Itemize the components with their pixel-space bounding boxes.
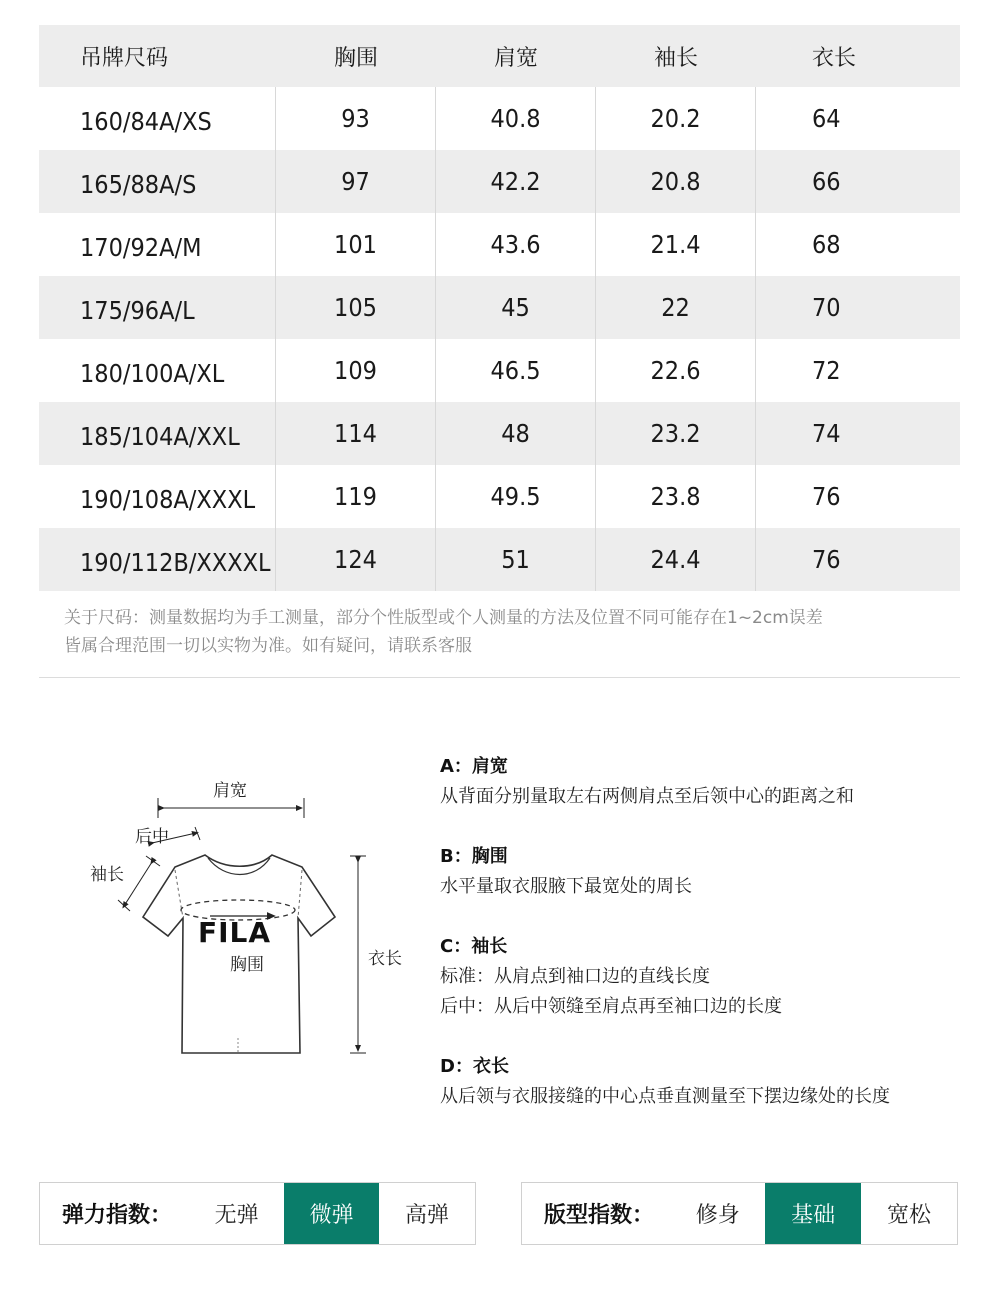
definition-text: 从背面分别量取左右两侧肩点至后领中心的距离之和 bbox=[440, 786, 854, 807]
cell-shoulder: 49.5 bbox=[436, 465, 596, 528]
table-header-row bbox=[39, 25, 960, 87]
elasticity-index-title: 弹力指数： bbox=[62, 1203, 173, 1228]
tshirt-measurement-diagram bbox=[80, 770, 420, 1070]
cell-size: 165/88A/S bbox=[39, 150, 276, 213]
size-note-line-2: 皆属合理范围一切以实物为准。如有疑问，请联系客服 bbox=[64, 636, 472, 656]
cell-sleeve: 23.8 bbox=[596, 465, 756, 528]
cell-size: 170/92A/M bbox=[39, 213, 276, 276]
fit-option-regular: 基础 bbox=[765, 1183, 861, 1244]
cell-sleeve: 22 bbox=[596, 276, 756, 339]
elasticity-option-none: 无弹 bbox=[214, 1203, 259, 1228]
definition-text: 从后领与衣服接缝的中心点垂直测量至下摆边缘处的长度 bbox=[440, 1086, 890, 1107]
elasticity-index bbox=[39, 1182, 476, 1245]
elasticity-option-slight: 微弹 bbox=[284, 1183, 379, 1244]
definition-title: B：胸围 bbox=[440, 846, 508, 867]
header-shoulder: 肩宽 bbox=[493, 45, 538, 71]
definition-text: 后中：从后中领缝至肩点再至袖口边的长度 bbox=[440, 996, 782, 1017]
cell-size: 190/112B/XXXXL bbox=[39, 528, 276, 591]
label-shoulder-width: 肩宽 bbox=[213, 781, 247, 801]
fit-option-loose: 宽松 bbox=[887, 1203, 932, 1228]
table-row bbox=[39, 87, 960, 150]
size-note-line-1: 关于尺码：测量数据均为手工测量，部分个性版型或个人测量的方法及位置不同可能存在1~2cm误差 bbox=[64, 608, 823, 628]
definition-item bbox=[440, 1052, 980, 1112]
cell-size: 180/100A/XL bbox=[39, 339, 276, 402]
cell-chest: 105 bbox=[276, 276, 436, 339]
size-note bbox=[64, 604, 964, 660]
cell-chest: 97 bbox=[276, 150, 436, 213]
cell-length: 76 bbox=[812, 482, 841, 511]
table-row bbox=[39, 339, 960, 402]
table-row bbox=[39, 528, 960, 591]
cell-length: 64 bbox=[812, 104, 841, 133]
definition-title: A：肩宽 bbox=[440, 756, 508, 777]
fit-index bbox=[521, 1182, 958, 1245]
cell-shoulder: 48 bbox=[436, 402, 596, 465]
cell-shoulder: 46.5 bbox=[436, 339, 596, 402]
cell-sleeve: 23.2 bbox=[596, 402, 756, 465]
cell-chest: 119 bbox=[276, 465, 436, 528]
definition-item bbox=[440, 932, 980, 1022]
definition-item bbox=[440, 842, 980, 902]
definition-title: D：衣长 bbox=[440, 1056, 509, 1077]
header-chest: 胸围 bbox=[333, 45, 378, 71]
cell-shoulder: 40.8 bbox=[436, 87, 596, 150]
cell-length: 74 bbox=[812, 419, 841, 448]
cell-length: 68 bbox=[812, 230, 841, 259]
table-row bbox=[39, 402, 960, 465]
cell-shoulder: 43.6 bbox=[436, 213, 596, 276]
definition-text: 水平量取衣服腋下最宽处的周长 bbox=[440, 876, 692, 897]
cell-shoulder: 51 bbox=[436, 528, 596, 591]
table-row bbox=[39, 465, 960, 528]
cell-size: 190/108A/XXXL bbox=[39, 465, 276, 528]
label-sleeve-length: 袖长 bbox=[90, 865, 124, 885]
cell-chest: 124 bbox=[276, 528, 436, 591]
label-chest: 胸围 bbox=[230, 955, 264, 975]
size-table bbox=[39, 25, 960, 591]
cell-length: 66 bbox=[812, 167, 841, 196]
header-length: 衣长 bbox=[812, 45, 857, 71]
elasticity-option-high: 高弹 bbox=[405, 1203, 450, 1228]
cell-length: 70 bbox=[812, 293, 841, 322]
cell-shoulder: 42.2 bbox=[436, 150, 596, 213]
cell-size: 160/84A/XS bbox=[39, 87, 276, 150]
brand-logo: FILA bbox=[198, 916, 272, 949]
cell-chest: 93 bbox=[276, 87, 436, 150]
table-row bbox=[39, 276, 960, 339]
measurement-definitions bbox=[440, 752, 980, 1142]
cell-chest: 101 bbox=[276, 213, 436, 276]
cell-sleeve: 20.8 bbox=[596, 150, 756, 213]
definition-title: C：袖长 bbox=[440, 936, 508, 957]
cell-sleeve: 20.2 bbox=[596, 87, 756, 150]
cell-chest: 114 bbox=[276, 402, 436, 465]
label-length: 衣长 bbox=[368, 949, 402, 969]
table-row bbox=[39, 150, 960, 213]
fit-option-slim: 修身 bbox=[695, 1203, 740, 1228]
section-divider bbox=[39, 677, 960, 678]
cell-length: 76 bbox=[812, 545, 841, 574]
label-back-center: 后中 bbox=[135, 827, 169, 847]
fit-index-title: 版型指数： bbox=[544, 1203, 655, 1228]
table-row bbox=[39, 213, 960, 276]
header-sleeve: 袖长 bbox=[653, 45, 698, 71]
cell-sleeve: 24.4 bbox=[596, 528, 756, 591]
cell-length: 72 bbox=[812, 356, 841, 385]
definition-text: 标准：从肩点到袖口边的直线长度 bbox=[440, 966, 710, 987]
cell-shoulder: 45 bbox=[436, 276, 596, 339]
cell-sleeve: 22.6 bbox=[596, 339, 756, 402]
cell-size: 175/96A/L bbox=[39, 276, 276, 339]
cell-chest: 109 bbox=[276, 339, 436, 402]
header-size-tag: 吊牌尺码 bbox=[80, 45, 169, 71]
cell-sleeve: 21.4 bbox=[596, 213, 756, 276]
cell-size: 185/104A/XXL bbox=[39, 402, 276, 465]
definition-item bbox=[440, 752, 980, 812]
